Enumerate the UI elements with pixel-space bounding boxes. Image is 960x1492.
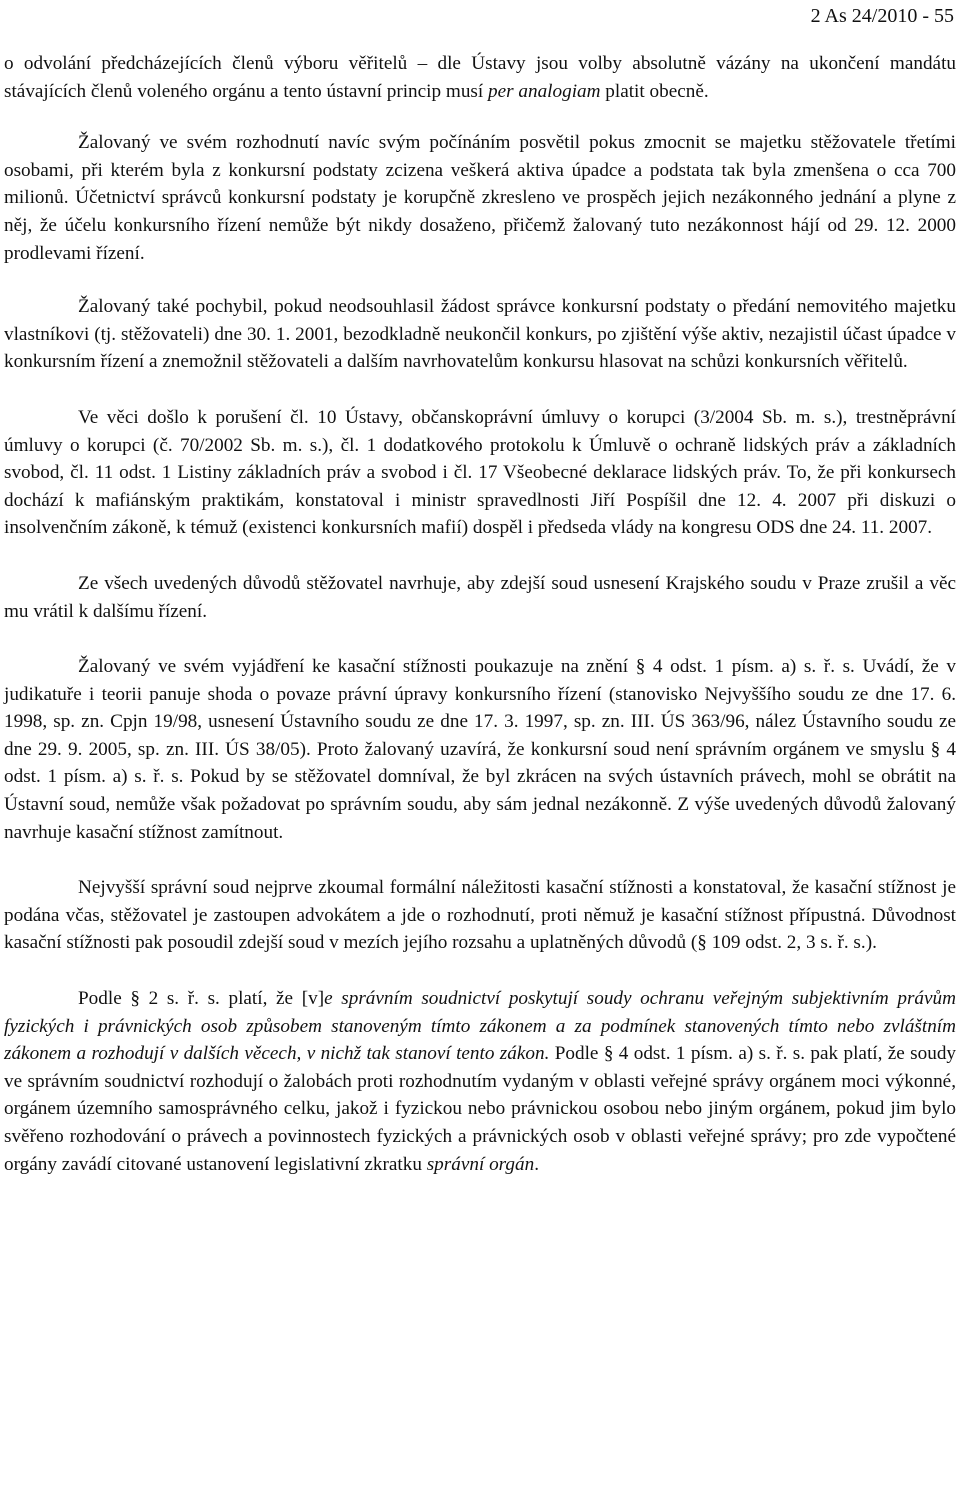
paragraph-1-end: platit obecně. xyxy=(600,80,709,102)
page-reference: 2 As 24/2010 - 55 xyxy=(810,5,954,27)
paragraph-8-italic-term: správní orgán xyxy=(426,1153,535,1175)
paragraph-3: Žalovaný také pochybil, pokud neodsouhlasil žádost správce konkursní podstaty o předání nemovitého majetku vlastníkovi (tj. stěžovateli) dne 30. 1. 2001, bezodkladně neukončil konkurs, po zjištění výše aktiv, nezajistil účast úpadce v konkursním řízení a znemožnil stěžovateli a dalším navrhovatelům konkursu hlasovat na schůzi konkursních věřitelů. xyxy=(4,296,956,373)
paragraph-8-mid: Podle § 4 odst. 1 písm. a) s. ř. s. pak platí, že soudy ve správním soudnictví rozhodují o žalobách proti rozhodnutím vydaným v oblasti veřejné správy orgánem moci výkonné, orgánem územního samosprávného celku, jakož i fyzickou nebo právnickou osobou nebo jiným orgánem, pokud jim bylo svěřeno rozhodování o právech a povinnostech fyzických a právnických osob v oblasti veřejné správy; pro zde vypočtené orgány zavádí citované ustanovení legislativní zkratku xyxy=(4,1043,957,1175)
paragraph-7: Nejvyšší správní soud nejprve zkoumal formální náležitosti kasační stížnosti a konstatoval, že kasační stížnost je podána včas, stěžovatel je zastoupen advokátem a jde o rozhodnutí, proti němuž je kasační stížnost přípustná. Důvodnost kasační stížnosti pak posoudil zdejší soud v mezích jejího rozsahu a uplatněných důvodů (§ 109 odst. 2, 3 s. ř. s.). xyxy=(4,877,956,954)
paragraph-4: Ve věci došlo k porušení čl. 10 Ústavy, občanskoprávní úmluvy o korupci (3/2004 Sb. m. s.), trestněprávní úmluvy o korupci (č. 70/2002 Sb. m. s.), čl. 1 dodatkového protokolu k Úmluvě o ochraně lidských práv a základních svobod, čl. 11 odst. 1 Listiny základních práv a svobod i čl. 17 Všeobecné deklarace lidských práv. To, že při konkursech dochází k mafiánským praktikám, konstatoval i ministr spravedlnosti Jiří Pospíšil dne 12. 4. 2007 při diskuzi o insolvenčním zákoně, k témuž (existenci konkursních mafií) dospěl i předseda vlády na kongresu ODS dne 24. 11. 2007. xyxy=(4,406,956,539)
document-page xyxy=(4,0,956,1492)
paragraph-5: Ze všech uvedených důvodů stěžovatel navrhuje, aby zdejší soud usnesení Krajského soudu v Praze zrušil a věc mu vrátil k dalšímu řízení. xyxy=(4,572,956,622)
paragraph-8-end: . xyxy=(534,1153,540,1175)
paragraph-1-text: o odvolání předcházejících členů výboru věřitelů – dle Ústavy jsou volby absolutně vázány na ukončení mandátu stávajících členů voleného orgánu a tento ústavní princip musí xyxy=(4,53,956,102)
paragraph-1-italic: per analogiam xyxy=(488,80,601,102)
paragraph-8-start: Podle § 2 s. ř. s. platí, že [v] xyxy=(78,988,325,1010)
paragraph-8-italic-quote: e správním soudnictví poskytují soudy ochranu veřejným subjektivním právům fyzických i právnických osob způsobem stanoveným tímto zákonem a za podmínek stanovených tímto nebo zvláštním zákonem a rozhodují v dalších věcech, v nichž tak stanoví tento zákon. xyxy=(4,988,956,1065)
paragraph-1 xyxy=(4,50,956,105)
paragraph-2: Žalovaný ve svém rozhodnutí navíc svým počínáním posvětil pokus zmocnit se majetku stěžovatele třetími osobami, při kterém byla z konkursní podstaty zcizena veškerá aktiva úpadce a podstata tak byla zmenšena o cca 700 milionů. Účetnictví správců konkursní podstaty je korupčně zkresleno ve prospěch jejich nezákonného jednání a plyne z něj, že účelu konkursního řízení nemůže být nikdy dosaženo, přičemž žalovaný tuto nezákonnost hájí od 29. 12. 2000 prodlevami řízení. xyxy=(4,132,956,264)
paragraph-6: Žalovaný ve svém vyjádření ke kasační stížnosti poukazuje na znění § 4 odst. 1 písm. a) s. ř. s. Uvádí, že v judikatuře i teorii panuje shoda o povaze právní úpravy konkursního řízení (stanovisko Nejvyššího soudu ze dne 17. 6. 1998, sp. zn. Cpjn 19/98, usnesení Ústavního soudu ze dne 17. 3. 1997, sp. zn. III. ÚS 363/96, nález Ústavního soudu ze dne 29. 9. 2005, sp. zn. III. ÚS 38/05). Proto žalovaný uzavírá, že konkursní soud není správním orgánem ve smyslu § 4 odst. 1 písm. a) s. ř. s. Pokud by se stěžovatel domníval, že byl zkrácen na svých ústavních právech, mohl se obrátit na Ústavní soud, nemůže však požadovat po správním soudu, aby sám jednal nezákonně. Z výše uvedených důvodů žalovaný navrhuje kasační stížnost zamítnout. xyxy=(4,656,956,843)
paragraph-8 xyxy=(4,985,956,1178)
